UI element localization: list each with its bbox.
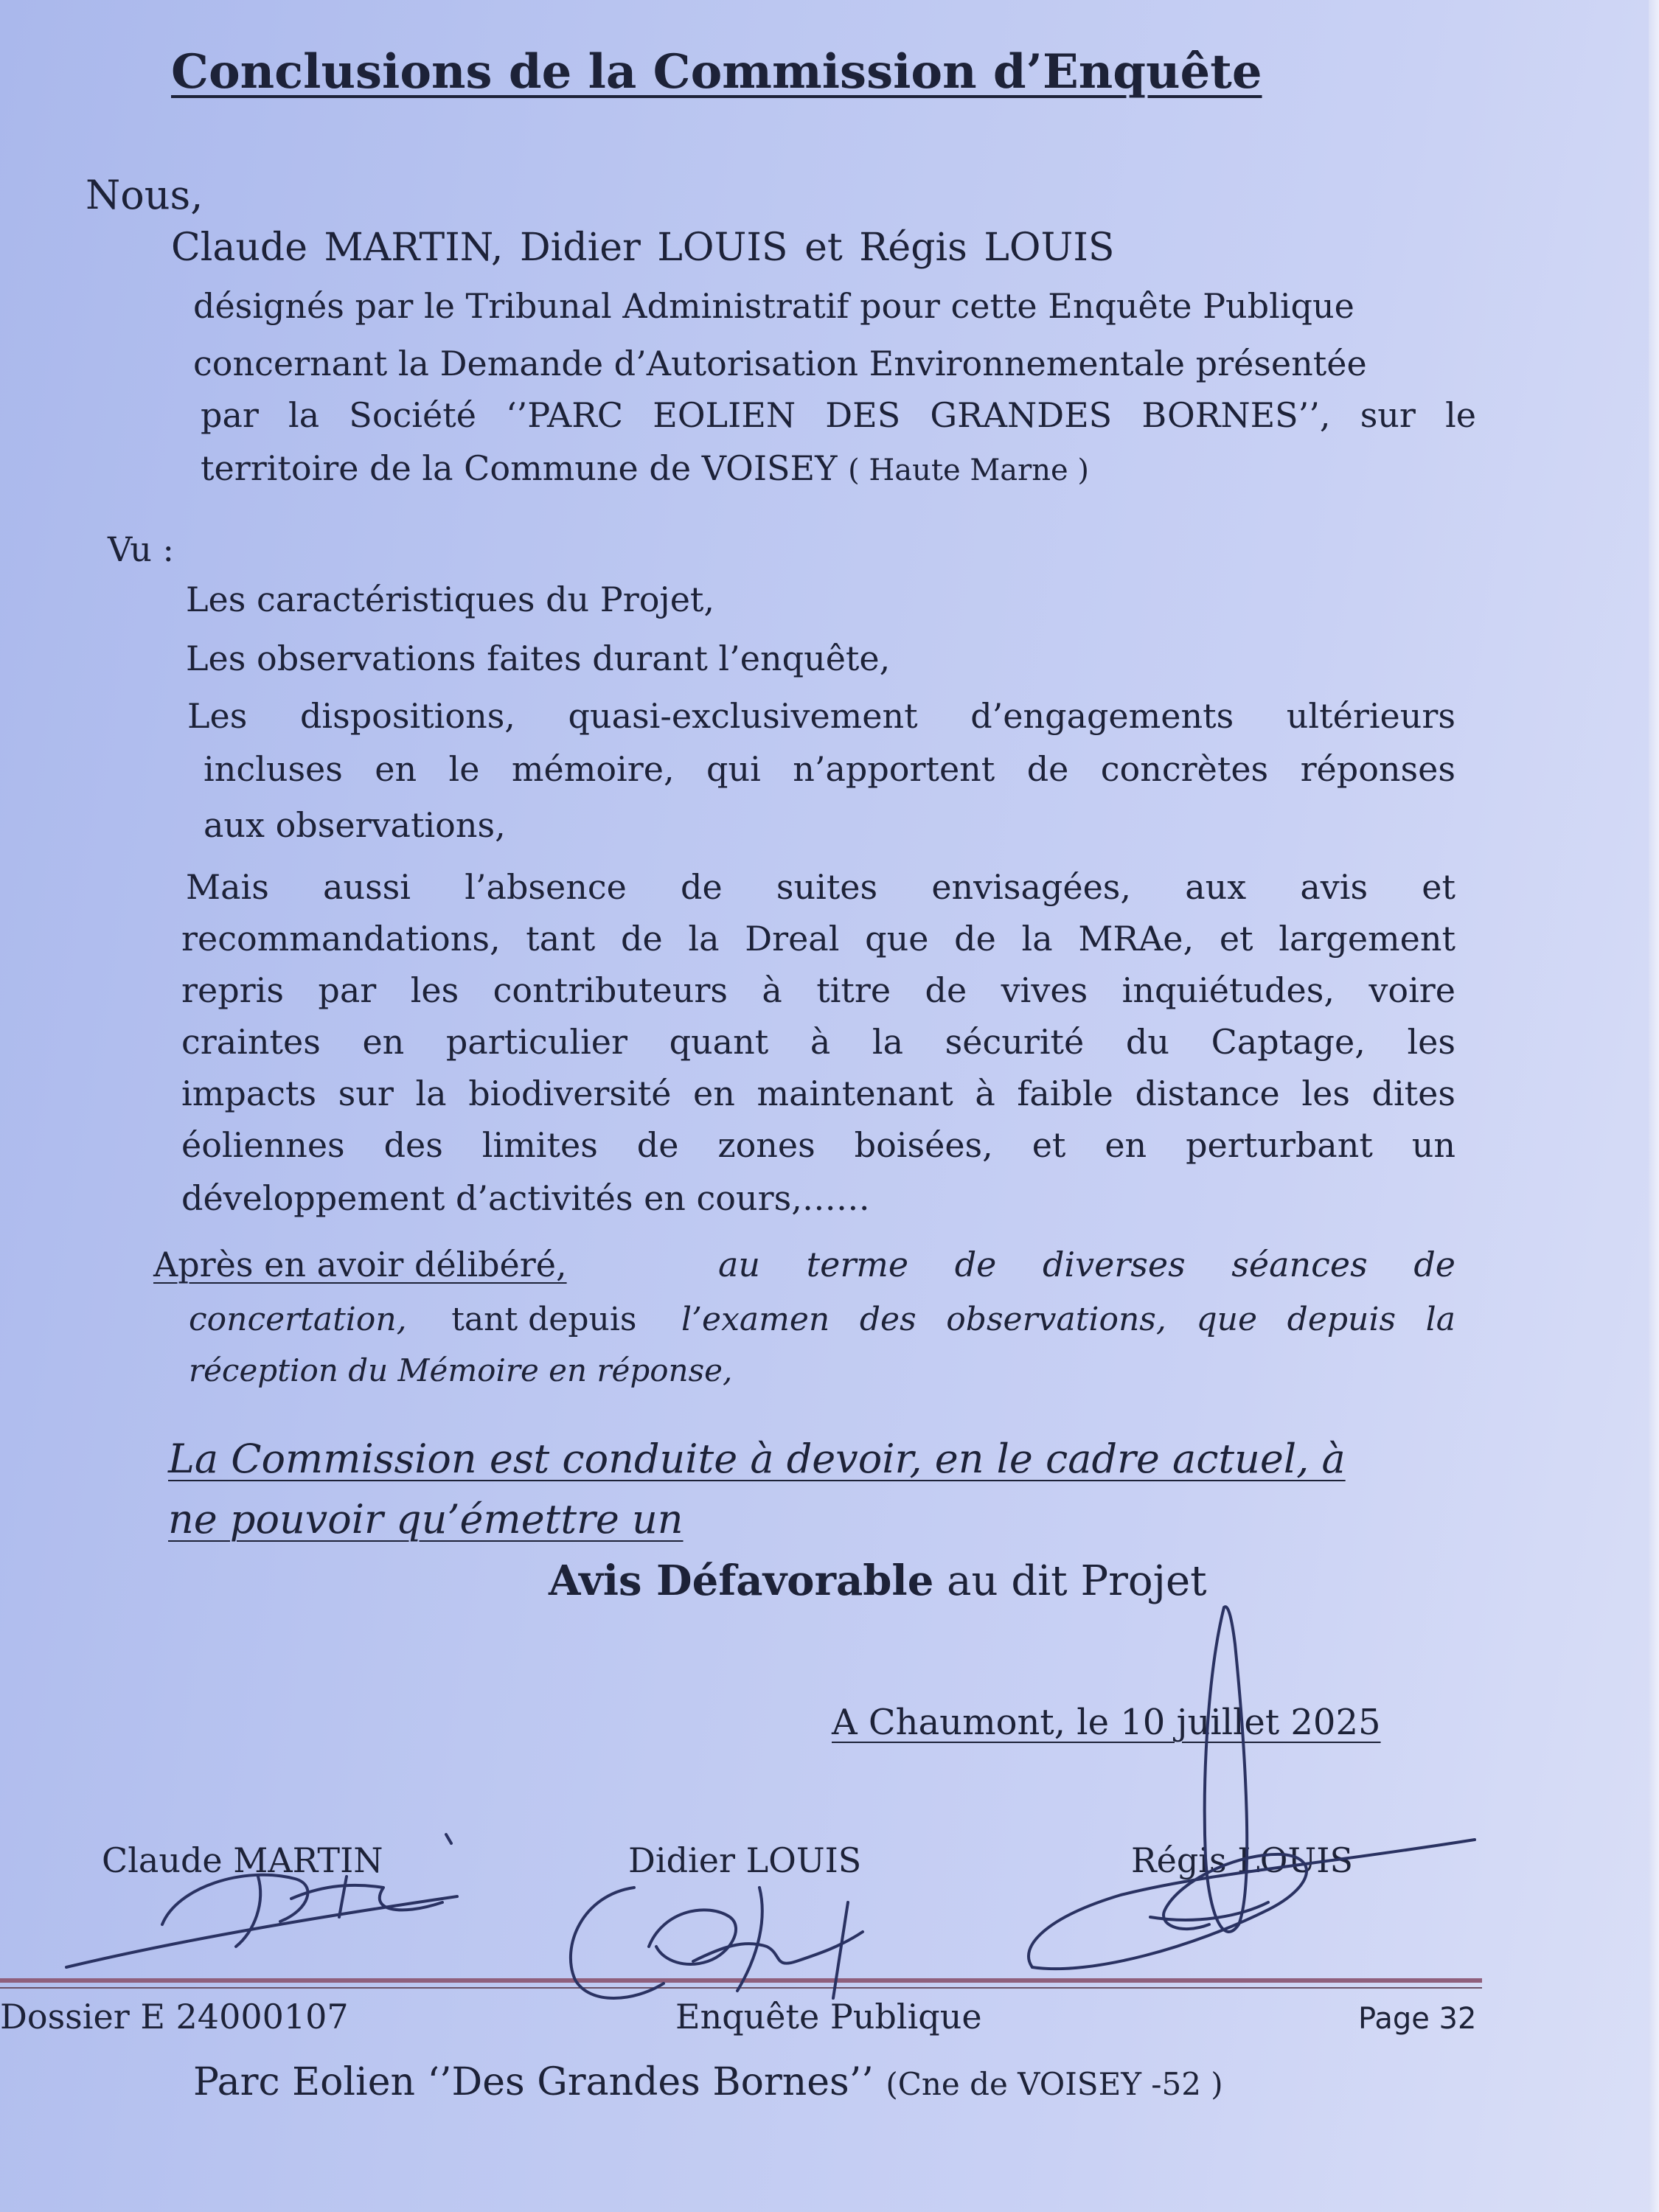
vu-item-4-line-5: impacts sur la biodiversité en maintenant à faible distance les dites [181,1074,1455,1113]
deliberation-lead: Après en avoir délibéré, [153,1245,567,1284]
deliberation-line-2 [189,1301,1455,1338]
footer-dossier: Dossier E 24000107 [0,1997,349,2037]
footer-project-name: Parc Eolien ‘’Des Grandes Bornes’’ [193,2060,874,2104]
vu-item-4-line-4: craintes en particulier quant à la sécurité du Captage, les [181,1022,1455,1062]
verdict-bold: Avis Défavorable [549,1557,934,1605]
deliberation-line-3: réception du Mémoire en réponse, [189,1352,733,1388]
intro-line-4 [201,448,1090,488]
document-title: Conclusions de la Commission d’Enquête [171,44,1262,100]
vu-item-4-line-2: recommandations, tant de la Dreal que de la MRAe, et largement [181,919,1455,959]
deliberation-line-1 [153,1245,1455,1284]
signature-regis-louis [1029,1607,1475,1969]
signatory-3-name: Régis LOUIS [1131,1840,1353,1880]
vu-label: Vu : [108,529,175,569]
footer-page: Page 32 [1358,2002,1477,2036]
vu-item-2: Les observations faites durant l’enquête, [186,639,891,678]
vu-item-1: Les caractéristiques du Projet, [186,580,715,619]
commissioners-line: Claude MARTIN, Didier LOUIS et Régis LOUIS [171,226,1115,270]
vu-item-4-line-7: développement d’activités en cours,…… [181,1178,870,1218]
footer-project-commune: (Cne de VOISEY -52 ) [886,2066,1223,2102]
intro-line-4-text: territoire de la Commune de VOISEY [201,448,838,488]
vu-item-4-line-1: Mais aussi l’absence de suites envisagées, aux avis et [186,867,1455,907]
conclusion-line-2: ne pouvoir qu’émettre un [168,1496,684,1543]
intro-line-4-region: ( Haute Marne ) [848,453,1090,487]
footer-project [193,2060,1223,2104]
footer-center: Enquête Publique [675,1997,982,2037]
greeting: Nous, [86,172,204,218]
deliberation-line-1-rest: au terme de diverses séances de [718,1245,1455,1284]
footer-rule-thin [0,1987,1482,1989]
vu-item-4-line-6: éoliennes des limites de zones boisées, et en perturbant un [181,1125,1455,1165]
intro-line-3: par la Société ‘’PARC EOLIEN DES GRANDES BORNES’’, sur le [201,395,1476,435]
deliberation-examen: l’examen des observations, que depuis la [681,1301,1455,1338]
verdict-rest: au dit Projet [933,1557,1207,1605]
place-date: A Chaumont, le 10 juillet 2025 [832,1702,1381,1743]
conclusion-line-1: La Commission est conduite à devoir, en le cadre actuel, à [168,1436,1346,1482]
vu-item-3-line-1: Les dispositions, quasi-exclusivement d’engagements ultérieurs [187,696,1455,736]
vu-item-4-line-3: repris par les contributeurs à titre de vives inquiétudes, voire [181,970,1455,1010]
signatory-1-name: Claude MARTIN [102,1840,383,1880]
verdict [549,1557,1207,1605]
vu-item-3-line-2: incluses en le mémoire, qui n’apportent de concrètes réponses [204,749,1455,789]
signatory-2-name: Didier LOUIS [628,1840,862,1880]
vu-item-3-line-3: aux observations, [204,805,506,845]
page-edge [1649,0,1659,2212]
footer-rule [0,1978,1482,1983]
intro-line-1: désignés par le Tribunal Administratif pour cette Enquête Publique [193,286,1354,326]
deliberation-tant-depuis: tant depuis [451,1301,637,1338]
deliberation-concertation: concertation, [189,1301,407,1338]
intro-line-2: concernant la Demande d’Autorisation Environnementale présentée [193,344,1367,383]
